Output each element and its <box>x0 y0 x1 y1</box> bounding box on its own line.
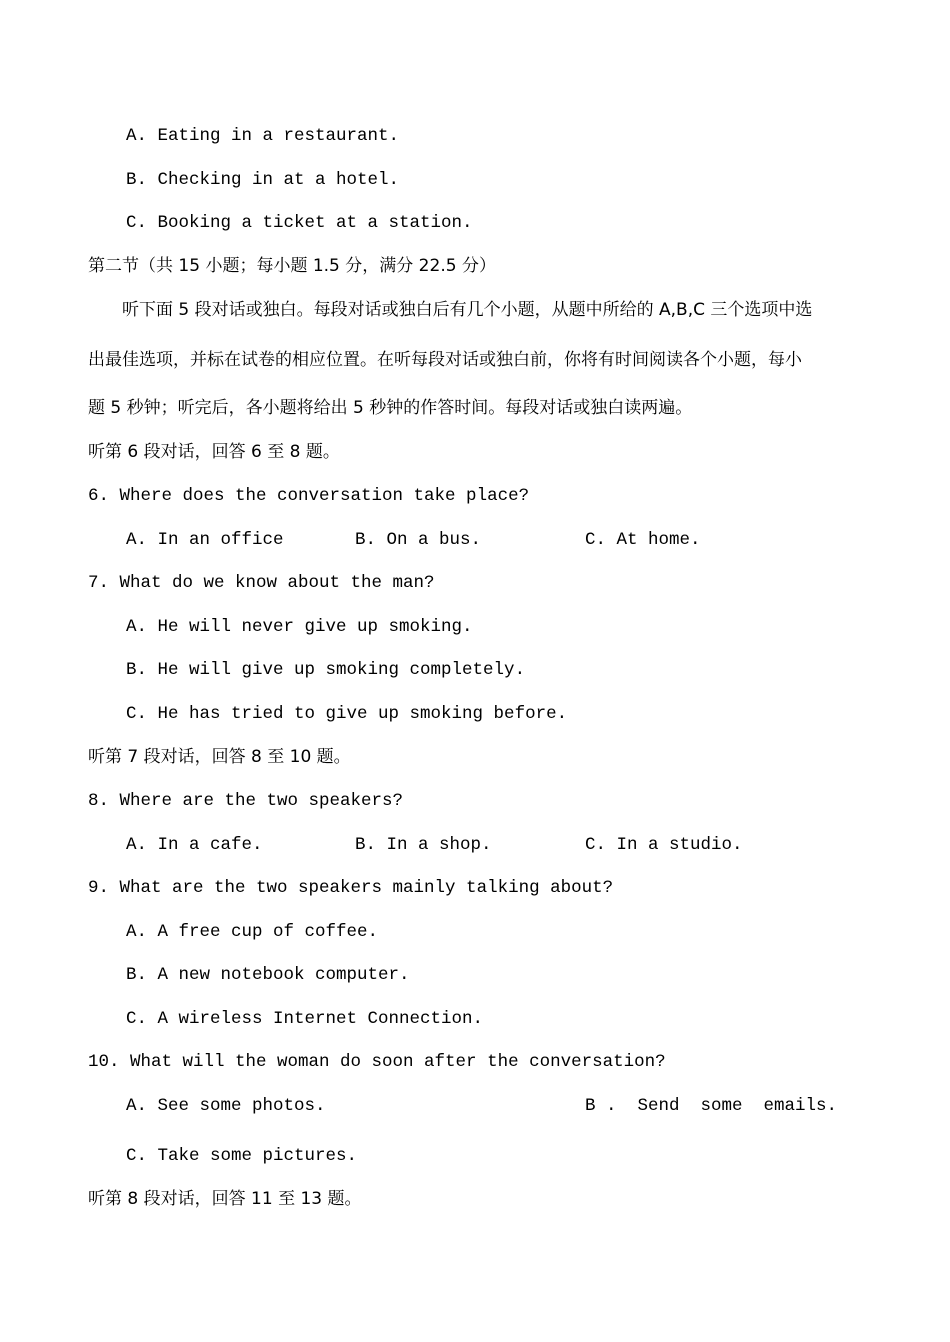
q8-option-c: C. In a studio. <box>585 835 743 855</box>
q6-option-b: B. On a bus. <box>355 530 482 550</box>
section2-heading: 第二节（共 15 小题；每小题 1.5 分，满分 22.5 分） <box>88 256 496 276</box>
dialog8-heading: 听第 8 段对话，回答 11 至 13 题。 <box>88 1189 362 1209</box>
q8-option-b: B. In a shop. <box>355 835 492 855</box>
q10-option-b: B . Send some emails. <box>585 1096 838 1116</box>
q5-option-b: B. Checking in at a hotel. <box>126 170 400 190</box>
dialog7-heading: 听第 7 段对话，回答 8 至 10 题。 <box>88 747 351 767</box>
q6-question: 6. Where does the conversation take place? <box>88 486 530 506</box>
q7-option-b: B. He will give up smoking completely. <box>126 660 526 680</box>
q8-option-a: A. In a cafe. <box>126 835 263 855</box>
dialog6-heading: 听第 6 段对话，回答 6 至 8 题。 <box>88 442 340 462</box>
q9-option-c: C. A wireless Internet Connection. <box>126 1009 484 1029</box>
q7-question: 7. What do we know about the man? <box>88 573 435 593</box>
q9-question: 9. What are the two speakers mainly talking about? <box>88 878 614 898</box>
section2-instructions-line1: 听下面 5 段对话或独白。每段对话或独白后有几个小题，从题中所给的 A,B,C 三个选项中选 <box>122 300 813 320</box>
q6-option-c: C. At home. <box>585 530 701 550</box>
section2-instructions-line3: 题 5 秒钟；听完后，各小题将给出 5 秒钟的作答时间。每段对话或独白读两遍。 <box>88 398 693 418</box>
q8-question: 8. Where are the two speakers? <box>88 791 404 811</box>
q7-option-c: C. He has tried to give up smoking before. <box>126 704 568 724</box>
section2-instructions-line2: 出最佳选项，并标在试卷的相应位置。在听每段对话或独白前，你将有时间阅读各个小题，每小 <box>88 350 802 370</box>
q5-option-a: A. Eating in a restaurant. <box>126 126 400 146</box>
q10-question: 10. What will the woman do soon after the conversation? <box>88 1052 666 1072</box>
q9-option-a: A. A free cup of coffee. <box>126 922 379 942</box>
q7-option-a: A. He will never give up smoking. <box>126 617 473 637</box>
q5-option-c: C. Booking a ticket at a station. <box>126 213 473 233</box>
q10-option-a: A. See some photos. <box>126 1096 326 1116</box>
q9-option-b: B. A new notebook computer. <box>126 965 410 985</box>
q10-option-c: C. Take some pictures. <box>126 1146 358 1166</box>
q6-option-a: A. In an office <box>126 530 284 550</box>
